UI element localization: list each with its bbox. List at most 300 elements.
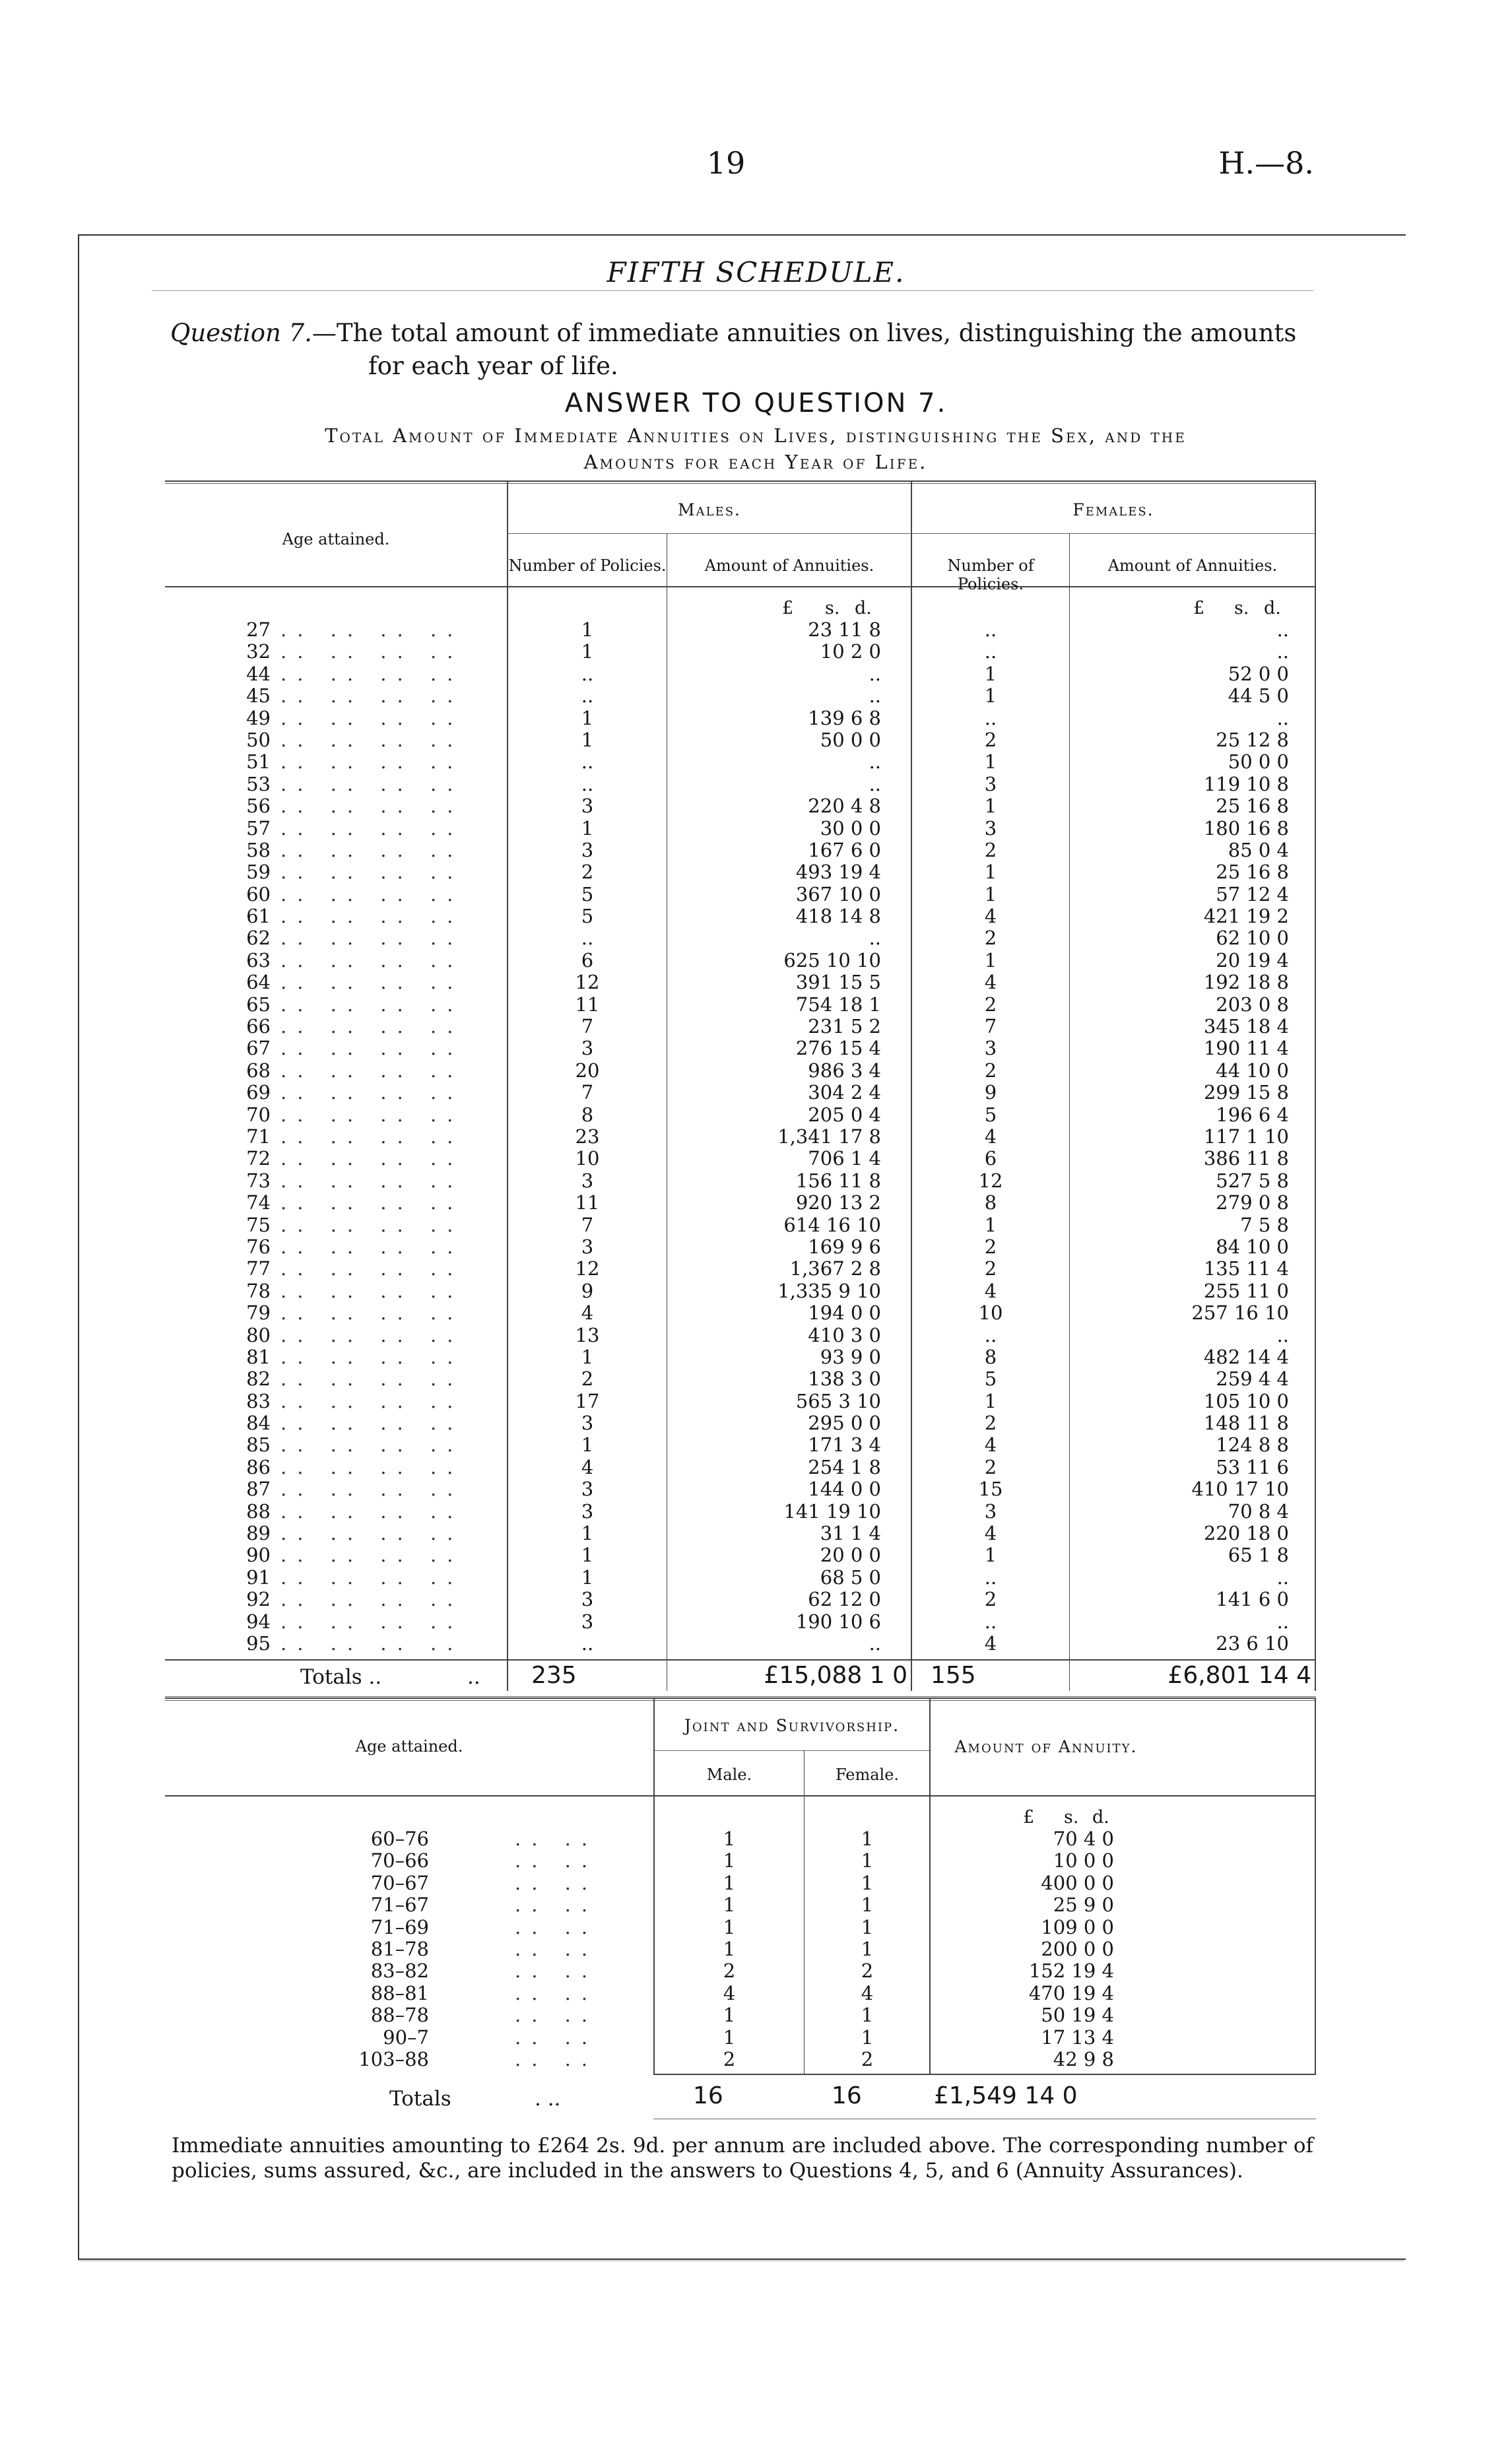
row-male-amount: 50 0 0 [820, 728, 881, 751]
table-row [165, 1214, 1316, 1236]
row-dots: .. .. .. .. [280, 1037, 464, 1060]
row-dots: .. .. .. .. [280, 1345, 464, 1368]
row-female-amount: 203 0 8 [1216, 993, 1289, 1016]
row-age: 77 [246, 1257, 271, 1280]
table-row [165, 1983, 1316, 2004]
table-row [165, 994, 1316, 1016]
table-row [165, 663, 1316, 685]
row-age: 75 [246, 1213, 271, 1236]
row-female-amount: 23 6 10 [1216, 1632, 1289, 1655]
row-amount: 50 19 4 [1041, 2004, 1114, 2027]
row-male-policies: 9 [581, 1279, 594, 1302]
row-male: 1 [723, 1894, 736, 1917]
total-male-amount: £15,088 1 0 [764, 1662, 907, 1689]
row-age: 56 [246, 795, 271, 818]
row-female: 1 [861, 1937, 874, 1960]
row-age-pair: 88–81 [370, 1981, 429, 2004]
table-row [165, 1523, 1316, 1544]
row-male-amount: 167 6 0 [808, 838, 881, 861]
row-female-amount: .. [1276, 1323, 1289, 1346]
row-age: 51 [246, 750, 271, 774]
table-row [165, 1126, 1316, 1148]
row-dots: .. .. .. .. [280, 1059, 464, 1082]
row-age: 95 [246, 1632, 271, 1655]
row-female-amount: 345 18 4 [1203, 1015, 1289, 1038]
row-age: 71 [246, 1125, 271, 1148]
row-male-policies: 11 [575, 993, 600, 1016]
row-male-amount: 295 0 0 [808, 1412, 881, 1435]
totals2-label: Totals [389, 2087, 451, 2111]
table-row [165, 927, 1316, 949]
row-female-amount: 255 11 0 [1203, 1279, 1289, 1302]
table-row [165, 1457, 1316, 1478]
row-male-amount: 31 1 4 [820, 1522, 881, 1545]
question-label: Question 7. [170, 319, 312, 347]
row-female-policies: 15 [978, 1478, 1003, 1501]
row-male-policies: 11 [575, 1191, 600, 1214]
row-female-policies: 1 [984, 1389, 997, 1412]
table-row [165, 685, 1316, 707]
row-male-amount: 220 4 8 [808, 795, 881, 818]
row-male-policies: 10 [575, 1147, 600, 1170]
row-female: 1 [861, 1894, 874, 1917]
table1-header-rule [165, 586, 1316, 587]
row-female: 1 [861, 2026, 874, 2049]
row-female-policies: 1 [984, 795, 997, 818]
row-age: 73 [246, 1169, 271, 1192]
row-female-policies: 4 [984, 971, 997, 994]
table2-top-rule-2 [165, 1700, 1316, 1701]
row-dots: .. .. .. .. [280, 1522, 464, 1545]
row-male-policies: 3 [581, 1412, 594, 1435]
row-female-amount: 25 16 8 [1216, 795, 1289, 818]
table-row [165, 729, 1316, 751]
row-male-policies: 7 [581, 1015, 594, 1038]
row-female-amount: 299 15 8 [1203, 1081, 1289, 1104]
row-dots: .. .. .. .. [280, 1389, 464, 1412]
row-male-policies: 1 [581, 1522, 594, 1545]
row-female-policies: 9 [984, 1081, 997, 1104]
row-age: 27 [246, 618, 271, 641]
row-age: 58 [246, 838, 271, 861]
row-amount: 42 9 8 [1053, 2047, 1114, 2070]
schedule-title: FIFTH SCHEDULE. [607, 256, 905, 288]
table-row [165, 1302, 1316, 1324]
row-dots: .. .. .. .. [280, 1235, 464, 1258]
row-male-amount: .. [869, 750, 881, 774]
table-row [165, 1611, 1316, 1633]
row-age: 45 [246, 684, 271, 708]
row-female-amount: 279 0 8 [1216, 1191, 1289, 1214]
row-dots: .. .. .. .. [280, 1103, 464, 1126]
row-age: 67 [246, 1037, 271, 1060]
row-female-amount: 52 0 0 [1228, 662, 1289, 685]
document-reference: H.—8. [1218, 145, 1314, 181]
row-age: 70 [246, 1103, 271, 1126]
row-female-policies: .. [984, 618, 997, 641]
row-age-pair: 81–78 [370, 1937, 429, 1960]
row-female: 1 [861, 1871, 874, 1894]
row-male-amount: 986 3 4 [808, 1059, 881, 1082]
row-age: 32 [246, 640, 271, 663]
row-age: 87 [246, 1478, 271, 1501]
row-female-amount: 124 8 8 [1216, 1434, 1289, 1457]
row-female-amount: 180 16 8 [1203, 816, 1289, 840]
row-dots: .. .. [515, 2047, 599, 2070]
row-age: 50 [246, 728, 271, 751]
row-male-amount: 1,367 2 8 [789, 1257, 881, 1280]
row-female-policies: 2 [984, 1257, 997, 1280]
row-female: 2 [861, 1960, 874, 1983]
row-female-policies: 2 [984, 1455, 997, 1478]
row-male-policies: 1 [581, 706, 594, 729]
row-male: 1 [723, 2026, 736, 2049]
row-male-amount: 1,341 17 8 [777, 1125, 881, 1148]
row-age: 94 [246, 1610, 271, 1633]
row-male-amount: 418 14 8 [795, 905, 881, 928]
row-dots: .. .. .. .. [280, 684, 464, 708]
row-male-amount: .. [869, 1632, 881, 1655]
row-age: 59 [246, 861, 271, 884]
row-dots: .. .. .. .. [280, 1412, 464, 1435]
row-dots: .. .. .. .. [280, 861, 464, 884]
row-female-amount: 57 12 4 [1216, 882, 1289, 906]
row-female-amount: 44 10 0 [1216, 1059, 1289, 1082]
row-female: 4 [861, 1981, 874, 2004]
table-row [165, 641, 1316, 663]
table2-top-rule [165, 1698, 1316, 1699]
row-male-policies: 17 [575, 1389, 600, 1412]
row-male-policies: .. [581, 927, 594, 950]
row-dots: .. .. .. .. [280, 1588, 464, 1611]
table-row [165, 972, 1316, 993]
row-age-pair: 83–82 [370, 1960, 429, 1983]
row-female-policies: 1 [984, 861, 997, 884]
table2-totals-rule [653, 2074, 1316, 2075]
row-male-amount: 169 9 6 [808, 1235, 881, 1258]
row-female-policies: 1 [984, 1544, 997, 1567]
row-female-amount: 386 11 8 [1203, 1147, 1289, 1170]
row-dots: .. .. .. .. [280, 1323, 464, 1346]
row-male: 4 [723, 1981, 736, 2004]
row-female-amount: .. [1276, 706, 1289, 729]
row-female-amount: 65 1 8 [1228, 1544, 1289, 1567]
row-female-policies: 5 [984, 1103, 997, 1126]
row-age: 49 [246, 706, 271, 729]
row-age: 68 [246, 1059, 271, 1082]
row-female-policies: 8 [984, 1345, 997, 1368]
row-female-policies: 4 [984, 1522, 997, 1545]
row-age-pair: 71–67 [370, 1894, 429, 1917]
table-row [165, 1828, 1316, 1850]
row-male-policies: 3 [581, 1588, 594, 1611]
row-age: 86 [246, 1455, 271, 1478]
row-female-policies: 2 [984, 728, 997, 751]
row-dots: .. .. .. .. [280, 948, 464, 972]
row-amount: 25 9 0 [1053, 1894, 1114, 1917]
total2-female: 16 [832, 2082, 862, 2109]
row-male-policies: 1 [581, 1345, 594, 1368]
row-male-amount: 141 19 10 [783, 1500, 881, 1523]
row-female-policies: .. [984, 1323, 997, 1346]
row-age: 63 [246, 948, 271, 972]
row-dots: .. .. .. .. [280, 618, 464, 641]
row-male-amount: .. [869, 927, 881, 950]
table-title [191, 422, 1320, 475]
row-male-amount: 920 13 2 [795, 1191, 881, 1214]
row-dots: .. .. .. .. [280, 728, 464, 751]
row-female-policies: 1 [984, 882, 997, 906]
row-female: 1 [861, 1849, 874, 1872]
row-female-policies: 2 [984, 1588, 997, 1611]
table-row [165, 2004, 1316, 2026]
row-male-amount: 156 11 8 [795, 1169, 881, 1192]
row-male-amount: 754 18 1 [795, 993, 881, 1016]
row-dots: .. .. .. .. [280, 1455, 464, 1478]
row-age: 62 [246, 927, 271, 950]
row-female-policies: 6 [984, 1147, 997, 1170]
row-male-policies: .. [581, 772, 594, 795]
row-dots: .. .. [515, 1871, 599, 1894]
footer-rule [78, 2260, 1404, 2261]
totals2-dots: . .. [535, 2087, 561, 2111]
row-age: 82 [246, 1368, 271, 1391]
table-row [165, 1346, 1316, 1368]
row-dots: .. .. [515, 1849, 599, 1872]
row-amount: 200 0 0 [1041, 1937, 1114, 1960]
row-age: 83 [246, 1389, 271, 1412]
totals-label: Totals .. [300, 1665, 382, 1689]
row-female-amount: 20 19 4 [1216, 948, 1289, 972]
row-dots: .. .. [515, 1828, 599, 1850]
row-female-amount: 85 0 4 [1228, 838, 1289, 861]
header2-age-attained: Age attained. [355, 1737, 463, 1756]
row-age-pair: 88–78 [370, 2004, 429, 2027]
row-female-amount: 527 5 8 [1216, 1169, 1289, 1192]
row-dots: .. .. .. .. [280, 1125, 464, 1148]
row-male-amount: 20 0 0 [820, 1544, 881, 1567]
row-male-policies: 2 [581, 861, 594, 884]
row-male-policies: 1 [581, 1544, 594, 1567]
table-row [165, 1894, 1316, 1916]
row-amount: 109 0 0 [1041, 1915, 1114, 1938]
table2-group-rule [653, 1750, 929, 1751]
row-age-pair: 103–88 [358, 2047, 429, 2070]
header-males: Males. [678, 500, 741, 519]
table-row [165, 818, 1316, 840]
table-row [165, 1434, 1316, 1456]
row-dots: .. .. .. .. [280, 795, 464, 818]
table1-totals-rule [165, 1659, 1316, 1661]
row-dots: .. .. .. .. [280, 1302, 464, 1325]
table-title-line-1: Total Amount of Immediate Annuities on Lives, distinguishing the Sex, and the [325, 424, 1187, 447]
row-dots: .. .. .. .. [280, 993, 464, 1016]
row-female-policies: 1 [984, 948, 997, 972]
row-dots: .. .. [515, 1894, 599, 1917]
annuities-table [165, 480, 1316, 1691]
header-female-amount: Amount of Annuities. [1107, 556, 1278, 575]
table-row [165, 795, 1316, 817]
row-age: 84 [246, 1412, 271, 1435]
row-dots: .. .. .. .. [280, 1147, 464, 1170]
row-dots: .. .. [515, 2026, 599, 2049]
row-male-policies: 8 [581, 1103, 594, 1126]
table-row [165, 708, 1316, 729]
row-female-policies: 3 [984, 1037, 997, 1060]
row-male-amount: .. [869, 684, 881, 708]
row-female-amount: .. [1276, 640, 1289, 663]
male-units-pence: d. [855, 598, 872, 618]
row-male-policies: 12 [575, 1257, 600, 1280]
row-male-policies: 1 [581, 1566, 594, 1589]
row-dots: .. .. .. .. [280, 1500, 464, 1523]
row-male-amount: 68 5 0 [820, 1566, 881, 1589]
total2-male: 16 [693, 2082, 723, 2109]
header2-male: Male. [706, 1765, 752, 1784]
total-female-amount: £6,801 14 4 [1167, 1662, 1311, 1689]
row-age: 85 [246, 1434, 271, 1457]
row-male-policies: 4 [581, 1302, 594, 1325]
table-row [165, 1633, 1316, 1655]
row-male-policies: 2 [581, 1368, 594, 1391]
row-dots: .. .. .. .. [280, 1257, 464, 1280]
row-dots: .. .. .. .. [280, 1434, 464, 1457]
row-male: 1 [723, 1849, 736, 1872]
row-age: 72 [246, 1147, 271, 1170]
row-male-policies: 1 [581, 728, 594, 751]
row-female-amount: 119 10 8 [1203, 772, 1289, 795]
row-dots: .. .. .. .. [280, 772, 464, 795]
row-age: 66 [246, 1015, 271, 1038]
row-age: 65 [246, 993, 271, 1016]
row-female-amount: 259 4 4 [1216, 1368, 1289, 1391]
row-age-pair: 70–67 [370, 1871, 429, 1894]
row-dots: .. .. .. .. [280, 1478, 464, 1501]
row-male-policies: 3 [581, 1235, 594, 1258]
table-row [165, 1501, 1316, 1523]
table-row [165, 1280, 1316, 1302]
row-female-amount: 105 10 0 [1203, 1389, 1289, 1412]
row-male-policies: 6 [581, 948, 594, 972]
table-row [165, 1104, 1316, 1126]
row-male-amount: 205 0 4 [808, 1103, 881, 1126]
row-female-policies: 4 [984, 1434, 997, 1457]
row-amount: 152 19 4 [1028, 1960, 1114, 1983]
schedule-rule [152, 290, 1313, 291]
row-female-policies: .. [984, 640, 997, 663]
row-age-pair: 90–7 [383, 2026, 429, 2049]
row-female-policies: 3 [984, 772, 997, 795]
row-female-amount: 44 5 0 [1228, 684, 1289, 708]
row-age: 89 [246, 1522, 271, 1545]
row-dots: .. .. .. .. [280, 1169, 464, 1192]
row-dots: .. .. .. .. [280, 838, 464, 861]
header-age-attained: Age attained. [282, 530, 390, 548]
table2-header-rule [165, 1795, 1316, 1797]
row-male-amount: 565 3 10 [795, 1389, 881, 1412]
header2-joint-survivorship: Joint and Survivorship. [684, 1716, 900, 1735]
row-male-amount: 231 5 2 [808, 1015, 881, 1038]
footnote: Immediate annuities amounting to £264 2s. 9d. per annum are included above. The corresponding number of policies, sums assured, &c., are included in the answers to Questions 4, 5, and 6 (Annuity Assurances). [172, 2134, 1313, 2183]
row-male-policies: 7 [581, 1213, 594, 1236]
row-male-policies: .. [581, 684, 594, 708]
row-male-amount: 493 19 4 [795, 861, 881, 884]
row-male-policies: 20 [575, 1059, 600, 1082]
row-dots: .. .. .. .. [280, 1191, 464, 1214]
table-row [165, 1258, 1316, 1280]
row-male: 2 [723, 1960, 736, 1983]
row-female: 1 [861, 1828, 874, 1850]
table-row [165, 1038, 1316, 1059]
table-row [165, 1192, 1316, 1214]
answer-heading: ANSWER TO QUESTION 7. [564, 388, 948, 418]
row-female-policies: 10 [978, 1302, 1003, 1325]
row-male-amount: 304 2 4 [808, 1081, 881, 1104]
row-male-amount: 194 0 0 [808, 1302, 881, 1325]
row-age: 88 [246, 1500, 271, 1523]
row-male-policies: 3 [581, 1500, 594, 1523]
question-text-2: for each year of life. [368, 352, 618, 380]
row-female-policies: 3 [984, 1500, 997, 1523]
row-male: 1 [723, 2004, 736, 2027]
row-female-amount: 141 6 0 [1216, 1588, 1289, 1611]
table-row [165, 1060, 1316, 1082]
row-male-amount: .. [869, 662, 881, 685]
row-male-policies: 5 [581, 882, 594, 906]
row-male-amount: 139 6 8 [808, 706, 881, 729]
table-row [165, 751, 1316, 773]
row-female-policies: 4 [984, 1279, 997, 1302]
row-age: 61 [246, 905, 271, 928]
row-male-policies: .. [581, 750, 594, 774]
row-female-amount: .. [1276, 1610, 1289, 1633]
row-female-policies: 2 [984, 1059, 997, 1082]
table-row [165, 1872, 1316, 1894]
row-dots: .. .. .. .. [280, 706, 464, 729]
row-female: 1 [861, 1915, 874, 1938]
table-row [165, 1325, 1316, 1346]
row-female-amount: 70 8 4 [1228, 1500, 1289, 1523]
row-female-amount: 53 11 6 [1216, 1455, 1289, 1478]
row-dots: .. .. .. .. [280, 1279, 464, 1302]
row-male-amount: 1,335 9 10 [777, 1279, 881, 1302]
row-male-amount: 171 3 4 [808, 1434, 881, 1457]
row-male-policies: 1 [581, 816, 594, 840]
row-female-policies: 4 [984, 1632, 997, 1655]
table-row [165, 1567, 1316, 1589]
row-female-amount: 25 12 8 [1216, 728, 1289, 751]
row-age-pair: 60–76 [370, 1828, 429, 1850]
total2-amount: £1,549 14 0 [934, 2082, 1078, 2109]
table-row [165, 1412, 1316, 1434]
row-male-policies: 3 [581, 1478, 594, 1501]
row-male-policies: 13 [575, 1323, 600, 1346]
row-age: 76 [246, 1235, 271, 1258]
table-row [165, 884, 1316, 906]
row-female-policies: .. [984, 706, 997, 729]
row-female-policies: 7 [984, 1015, 997, 1038]
row-male-amount: 62 12 0 [808, 1588, 881, 1611]
row-female-amount: 135 11 4 [1203, 1257, 1289, 1280]
female-units-pounds: £ [1193, 598, 1205, 618]
header-male-amount: Amount of Annuities. [704, 556, 874, 575]
row-dots: .. .. .. .. [280, 1015, 464, 1038]
row-female-policies: 4 [984, 905, 997, 928]
table2-rows [165, 1828, 1316, 2070]
row-age: 74 [246, 1191, 271, 1214]
row-age: 80 [246, 1323, 271, 1346]
table1-top-rule [165, 480, 1316, 482]
